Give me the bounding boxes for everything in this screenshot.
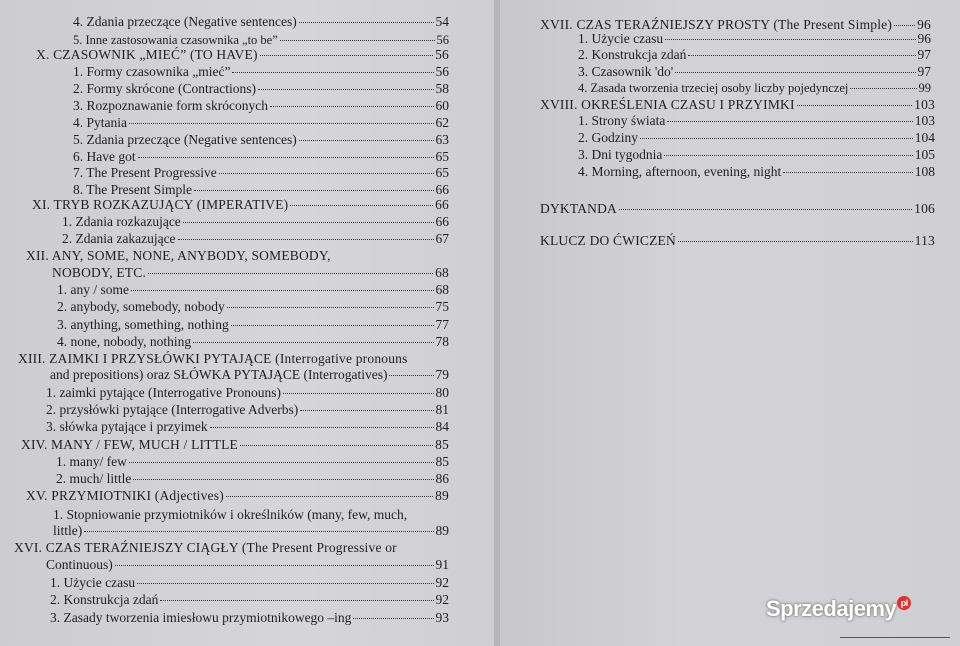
right-toc-entry [578,31,931,47]
dot-leader [232,72,433,73]
right-toc-entry [578,113,935,129]
entry-title: 7. The Present Progressive [73,165,217,180]
dot-leader [290,205,433,206]
entry-page-number: 89 [435,523,449,538]
dot-leader [667,121,912,122]
entry-page-number: 92 [435,592,449,607]
dot-leader [260,55,433,56]
dot-leader [299,22,434,23]
entry-title: 2. Godziny [578,130,638,145]
entry-page-number: 85 [435,454,449,469]
entry-page-number: 97 [917,64,931,79]
left-toc-entry [32,197,449,213]
left-toc-entry [56,454,449,470]
entry-title: 3. słówka pytające i przyimek [46,419,208,434]
left-toc-entry [62,214,449,230]
entry-title: 4. none, nobody, nothing [57,334,192,349]
left-toc-entry [46,402,449,418]
entry-title: X. CZASOWNIK „MIEĆ” (TO HAVE) [36,47,258,62]
left-toc-entry [21,437,449,453]
entry-page-number: 84 [435,419,449,434]
entry-title: 2. Formy skrócone (Contractions) [73,81,256,96]
entry-page-number: 92 [435,575,449,590]
entry-title: 3. Rozpoznawanie form skróconych [73,98,268,113]
entry-title: 4. Pytania [73,115,127,130]
dot-leader [84,531,433,532]
entry-page-number: 103 [914,113,935,128]
entry-page-number: 77 [435,317,449,332]
left-toc-entry [50,610,449,626]
entry-page-number: 97 [917,47,931,62]
entry-title: 2. Konstrukcja zdań [50,592,159,607]
entry-page-number: 58 [435,81,449,96]
entry-title: 1. Zdania rozkazujące [62,214,181,229]
entry-title: XV. PRZYMIOTNIKI (Adjectives) [26,488,224,503]
entry-page-number: 85 [435,437,449,452]
entry-title: 1. Użycie czasu [578,31,664,46]
entry-page-number: 80 [435,385,449,400]
right-toc-entry [578,64,931,80]
left-toc-entry [73,132,449,148]
left-toc-entry [57,299,449,315]
entry-page-number: 91 [435,557,449,572]
entry-page-number: 104 [914,130,935,145]
sprzedajemy-watermark [766,596,911,622]
entry-title: 3. Zasady tworzenia imiesłowu przymiotnikowego –ing [50,610,352,625]
dot-leader [160,600,433,601]
left-toc-entry [56,471,449,487]
left-toc-entry [73,32,449,48]
left-toc-entry [57,282,449,298]
entry-page-number: 68 [435,265,449,280]
dot-leader [115,565,434,566]
left-toc-entry [50,367,449,383]
dot-leader [797,105,912,106]
entry-title: 2. much/ little [56,471,132,486]
dot-leader [688,55,915,56]
dot-leader [258,89,434,90]
dot-leader [283,393,433,394]
entry-title: 2. anybody, somebody, nobody [57,299,225,314]
dot-leader [226,496,433,497]
entry-title: 4. Zasada tworzenia trzeciej osoby liczby pojedynczej [578,81,849,95]
entry-page-number: 66 [435,214,449,229]
left-toc-entry [73,165,449,181]
dot-leader [280,40,435,41]
dot-leader [178,239,434,240]
left-toc-entry [73,98,449,114]
entry-page-number: 60 [435,98,449,113]
entry-page-number: 62 [435,115,449,130]
dot-leader [129,123,434,124]
entry-title: 1. Użycie czasu [50,575,136,590]
entry-page-number: 78 [435,334,449,349]
dot-leader [894,25,915,26]
entry-title: XVIII. OKREŚLENIA CZASU I PRZYIMKI [540,97,795,112]
left-heading-line: XII. ANY, SOME, NONE, ANYBODY, SOMEBODY, [26,248,331,263]
entry-title: Continuous) [46,557,113,572]
entry-page-number: 75 [435,299,449,314]
entry-title: 4. Zdania przeczące (Negative sentences) [73,14,297,29]
right-toc-entry [578,147,935,163]
entry-title: 3. Czasownik 'do' [578,64,674,79]
entry-page-number: 56 [435,64,449,79]
right-toc-entry [540,201,935,217]
dot-leader [148,273,433,274]
left-toc-entry [46,419,449,435]
entry-page-number: 89 [435,488,449,503]
dot-leader [665,39,915,40]
entry-title: KLUCZ DO ĆWICZEŃ [540,233,676,248]
entry-page-number: 86 [435,471,449,486]
dot-leader [664,155,912,156]
dot-leader [129,462,434,463]
right-toc-entry [578,130,935,146]
entry-page-number: 65 [435,149,449,164]
entry-title: NOBODY, ETC. [52,265,147,280]
entry-page-number: 105 [914,147,935,162]
entry-page-number: 103 [914,97,935,112]
entry-page-number: 65 [435,165,449,180]
entry-page-number: 66 [435,182,449,197]
left-toc-entry [46,557,449,573]
entry-title: 1. Strony świata [578,113,666,128]
left-toc-entry [57,317,449,333]
right-toc-entry [578,164,935,180]
dot-leader [231,325,434,326]
left-toc-entry [46,385,449,401]
dot-leader [783,172,913,173]
dot-leader [183,222,434,223]
left-toc-entry [50,575,449,591]
left-toc-entry [53,523,449,539]
entry-page-number: 81 [435,402,449,417]
watermark-badge: pl [897,596,911,610]
left-toc-entry [26,488,449,504]
entry-title: 5. Inne zastosowania czasownika „to be” [73,33,278,47]
entry-page-number: 56 [435,47,449,62]
dot-leader [270,106,434,107]
left-heading-line: 1. Stopniowanie przymiotników i określników (many, few, much, [53,507,408,522]
entry-page-number: 66 [435,197,449,212]
dot-leader [675,72,915,73]
dot-leader [300,410,433,411]
entry-title: 4. Morning, afternoon, evening, night [578,164,782,179]
entry-page-number: 68 [435,282,449,297]
entry-title: and prepositions) oraz SŁÓWKA PYTAJĄCE (Interrogatives) [50,367,388,382]
entry-title: DYKTANDA [540,201,618,216]
right-toc-entry [578,80,931,96]
left-toc-entry [73,149,449,165]
left-toc-entry [73,115,449,131]
right-toc-entry [540,233,935,249]
entry-page-number: 56 [436,33,449,47]
watermark-text: Sprzedajemy [766,596,897,621]
entry-page-number: 113 [914,233,935,248]
dot-leader [850,88,916,89]
dot-leader [619,209,912,210]
dot-leader [131,290,434,291]
entry-page-number: 79 [435,367,449,382]
left-toc-entry [57,334,449,350]
entry-page-number: 106 [914,201,935,216]
entry-title: 2. Konstrukcja zdań [578,47,687,62]
entry-page-number: 67 [435,231,449,246]
entry-page-number: 108 [914,164,935,179]
dot-leader [138,157,434,158]
dot-leader [389,375,433,376]
entry-page-number: 93 [435,610,449,625]
entry-title: 3. anything, something, nothing [57,317,229,332]
dot-leader [194,190,434,191]
left-toc-entry [73,64,449,80]
left-toc-entry [73,81,449,97]
dot-leader [210,427,434,428]
dot-leader [193,342,433,343]
left-toc-entry [62,231,449,247]
entry-title: 1. many/ few [56,454,127,469]
dot-leader [640,138,913,139]
page-footer-rule [840,637,950,638]
entry-title: XVII. CZAS TERAŹNIEJSZY PROSTY (The Present Simple) [540,17,893,32]
left-heading-line: XVI. CZAS TERAŹNIEJSZY CIĄGŁY (The Present Progressive or [14,540,397,555]
entry-page-number: 99 [918,81,931,95]
dot-leader [240,445,433,446]
entry-page-number: 63 [435,132,449,147]
entry-title: 2. przysłówki pytające (Interrogative Adverbs) [46,402,299,417]
entry-page-number: 96 [917,17,931,32]
right-toc-entry [578,47,931,63]
entry-title: 1. any / some [57,282,129,297]
left-heading-line: XIII. ZAIMKI I PRZYSŁÓWKI PYTAJĄCE (Interrogative pronouns [18,351,408,366]
left-toc-entry [36,47,449,63]
entry-title: XIV. MANY / FEW, MUCH / LITTLE [21,437,238,452]
left-toc-entry [73,14,449,30]
dot-leader [219,173,434,174]
dot-leader [678,241,913,242]
left-toc-entry [50,592,449,608]
left-toc-entry [52,265,449,281]
entry-title: 1. zaimki pytające (Interrogative Pronouns) [46,385,282,400]
entry-title: 6. Have got [73,149,136,164]
entry-title: XI. TRYB ROZKAZUJĄCY (IMPERATIVE) [32,197,289,212]
dot-leader [353,618,433,619]
dot-leader [299,140,434,141]
left-toc-entry [73,182,449,198]
dot-leader [227,307,434,308]
entry-title: 5. Zdania przeczące (Negative sentences) [73,132,297,147]
entry-title: 1. Formy czasownika „mieć” [73,64,231,79]
entry-page-number: 96 [917,31,931,46]
right-toc-entry [540,97,935,113]
entry-page-number: 54 [435,14,449,29]
dot-leader [133,479,433,480]
entry-title: little) [53,523,83,538]
entry-title: 2. Zdania zakazujące [62,231,176,246]
entry-title: 3. Dni tygodnia [578,147,663,162]
dot-leader [137,583,433,584]
entry-title: 8. The Present Simple [73,182,192,197]
